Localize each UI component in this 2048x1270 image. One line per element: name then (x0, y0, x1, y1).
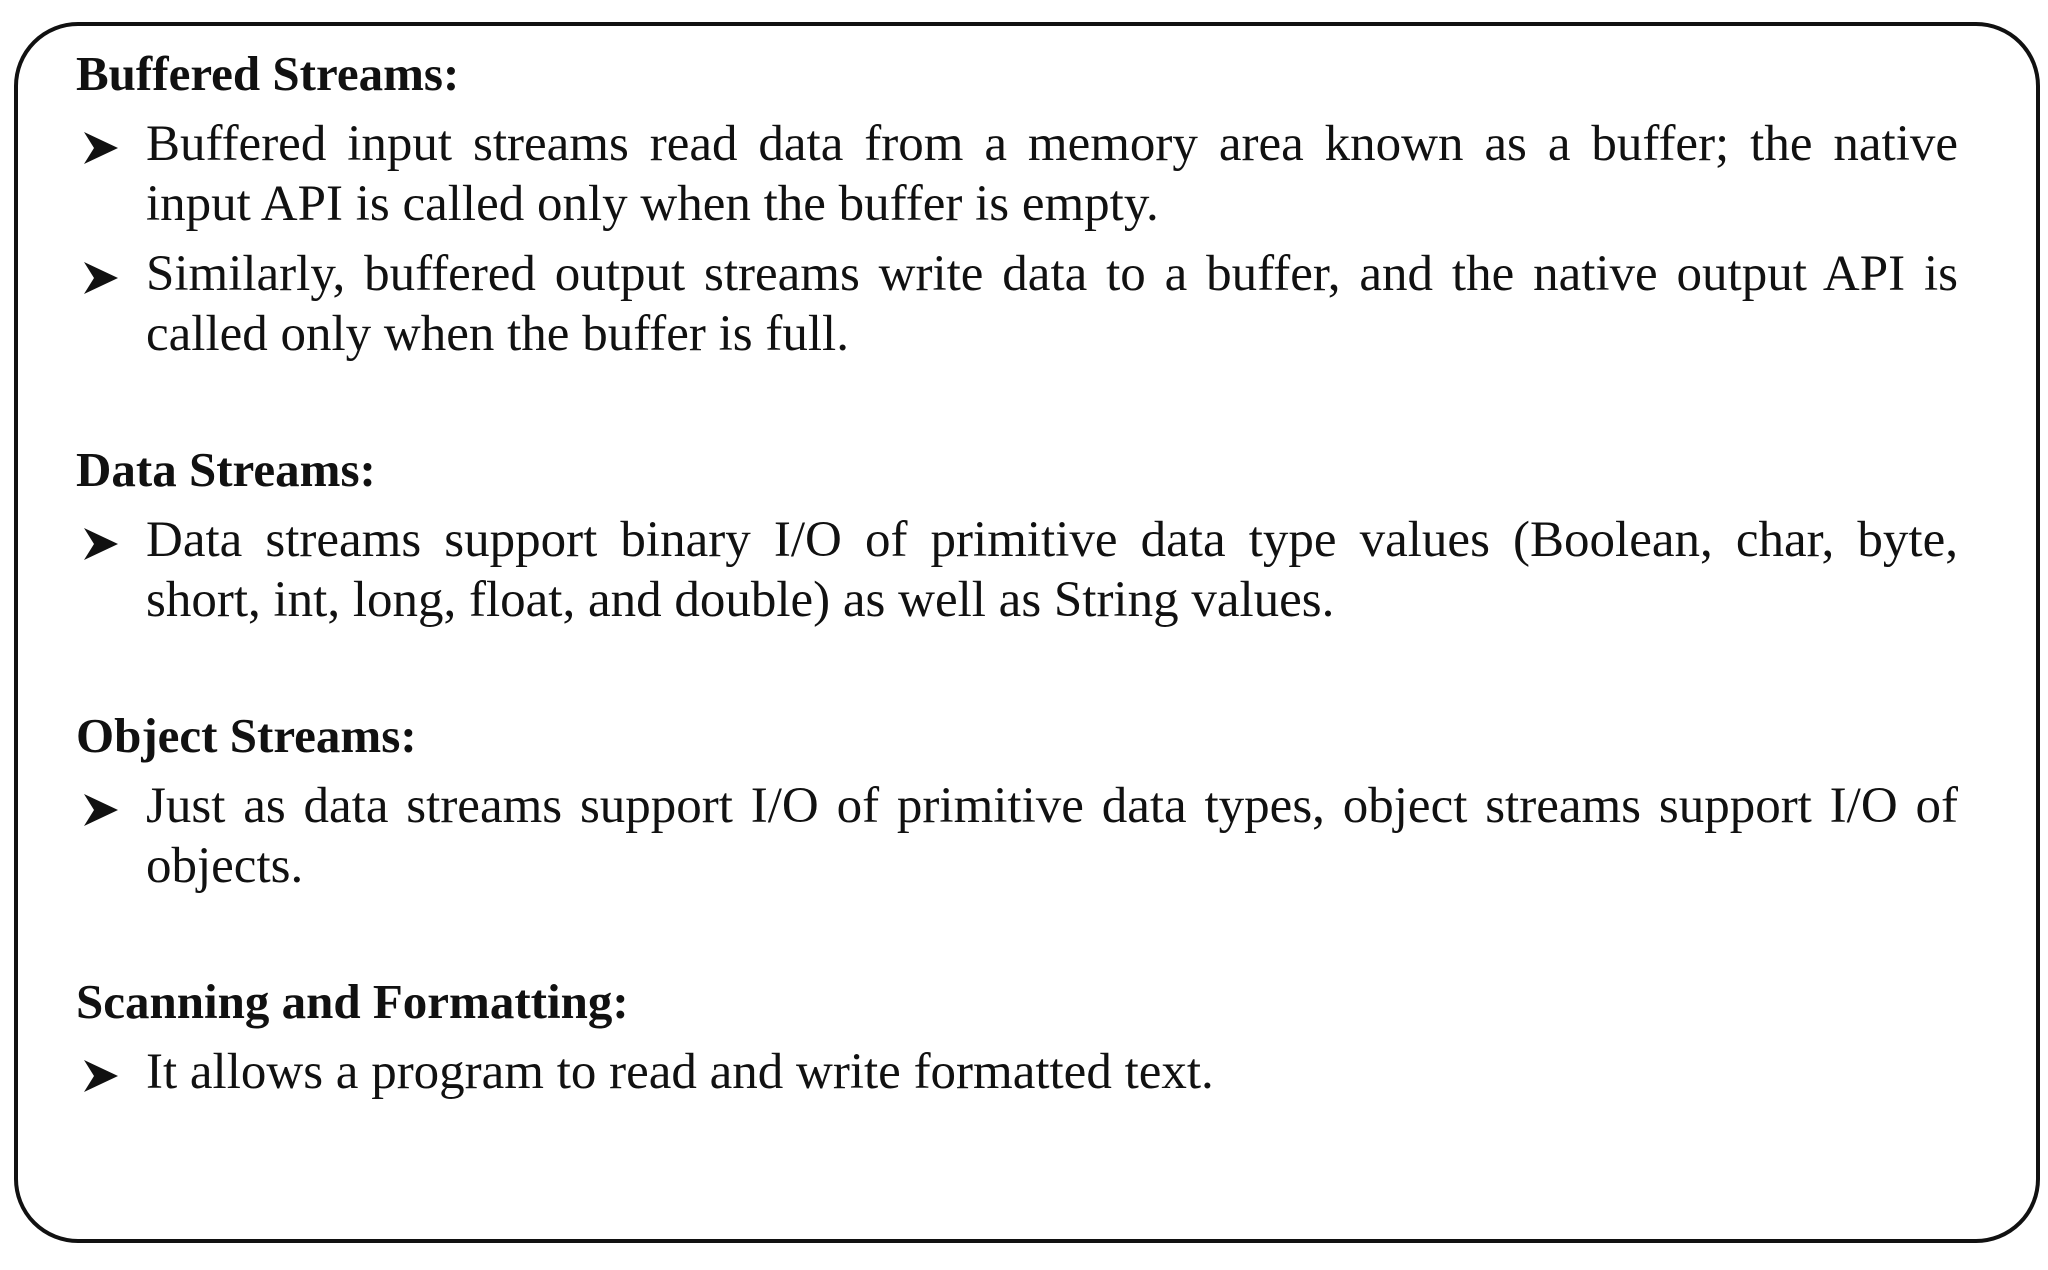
arrowhead-bullet-icon (80, 114, 124, 174)
arrowhead-bullet-icon (80, 776, 124, 836)
bullet-text: Similarly, buffered output streams write data to a buffer, and the native output API is called only when the buffer is full. (146, 246, 1958, 362)
bullet-text: Data streams support binary I/O of primitive data type values (Boolean, char, byte, short, int, long, float, and double) as well as String values. (146, 512, 1958, 628)
section-buffered-streams (76, 44, 1958, 364)
section-heading: Object Streams: (76, 708, 417, 763)
bullet-item (76, 244, 1958, 364)
bullet-item (76, 776, 1958, 896)
section-heading: Data Streams: (76, 442, 376, 497)
bullet-text: Buffered input streams read data from a memory area known as a buffer; the native input API is called only when the buffer is empty. (146, 116, 1958, 232)
section-heading: Buffered Streams: (76, 46, 460, 101)
document-content (76, 44, 1958, 1102)
arrowhead-bullet-icon (80, 1042, 124, 1102)
section-object-streams (76, 706, 1958, 896)
section-heading: Scanning and Formatting: (76, 974, 629, 1029)
section-scanning-formatting (76, 972, 1958, 1102)
section-data-streams (76, 440, 1958, 630)
bullet-text: Just as data streams support I/O of primitive data types, object streams support I/O of objects. (146, 778, 1958, 894)
arrowhead-bullet-icon (80, 510, 124, 570)
bullet-text: It allows a program to read and write formatted text. (146, 1044, 1214, 1100)
arrowhead-bullet-icon (80, 244, 124, 304)
bullet-item (76, 1042, 1958, 1102)
bullet-item (76, 510, 1958, 630)
bullet-item (76, 114, 1958, 234)
